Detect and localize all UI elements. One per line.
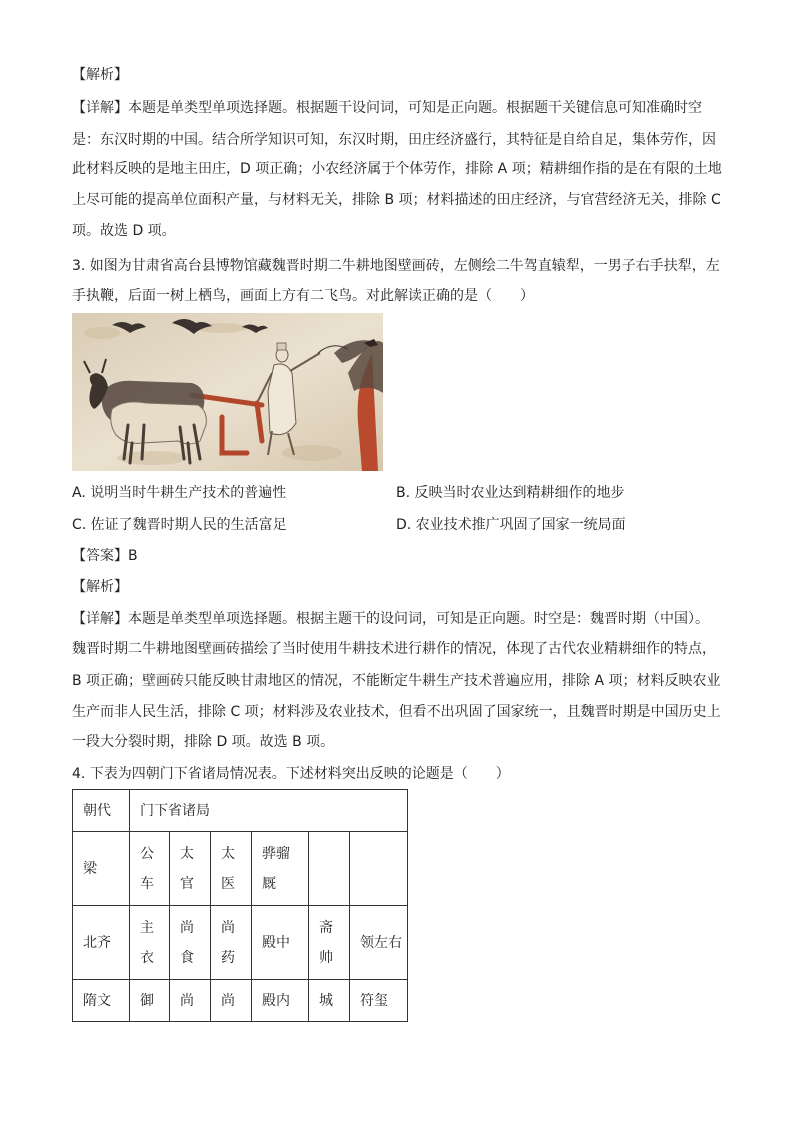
- table-row: [73, 980, 408, 1022]
- table-cell: 殿内: [252, 980, 309, 1022]
- xiangjie-1-line-3: 此材料反映的是地主田庄，D 项正确；小农经济属于个体劳作，排除 A 项；精耕细作指的是在有限的土地: [72, 161, 722, 177]
- xiangjie-1-line-5: 项。故选 D 项。: [72, 223, 176, 239]
- table-row: [73, 832, 408, 906]
- option-a: A. 说明当时牛耕生产技术的普遍性: [72, 485, 287, 501]
- table-cell: 斋 帅: [309, 906, 350, 980]
- ox-ploughing-mural-image: [72, 313, 383, 471]
- xiangjie-3-line-4: 生产而非人民生活，排除 C 项；材料涉及农业技术，但看不出巩固了国家统一，且魏晋时期是中国历史上: [72, 704, 721, 720]
- dynasty-cell: 梁: [73, 832, 130, 906]
- option-b: B. 反映当时农业达到精耕细作的地步: [396, 485, 625, 501]
- question-3-stem-line-2: 手执鞭，后面一树上栖鸟，画面上方有二飞鸟。对此解读正确的是（ ）: [72, 288, 534, 304]
- table-cell: 城: [309, 980, 350, 1022]
- table-cell: 太 官: [170, 832, 211, 906]
- table-cell: 主 衣: [130, 906, 170, 980]
- answer-label: 【答案】B: [72, 548, 138, 564]
- table-row: [73, 906, 408, 980]
- jiexi-tag-1: 【解析】: [72, 67, 128, 83]
- table-header-row: [73, 790, 408, 832]
- table-cell: 尚: [170, 980, 211, 1022]
- xiangjie-3-line-2: 魏晋时期二牛耕地图壁画砖描绘了当时使用牛耕技术进行耕作的情况，体现了古代农业精耕细作的特点，: [72, 641, 716, 657]
- question-3-stem-line-1: 3. 如图为甘肃省高台县博物馆藏魏晋时期二牛耕地图壁画砖，左侧绘二牛驾直辕犁，一男子右手扶犁，左: [72, 258, 720, 274]
- option-d: D. 农业技术推广巩固了国家一统局面: [396, 517, 626, 533]
- table-cell: 符玺: [350, 980, 408, 1022]
- table-cell: 尚 食: [170, 906, 211, 980]
- xiangjie-3-line-1: 【详解】本题是单类型单项选择题。根据主题干的设问词，可知是正向题。时空是：魏晋时期（中国）。: [72, 611, 709, 627]
- jiexi-tag-3: 【解析】: [72, 579, 128, 595]
- table-cell: 尚 药: [211, 906, 252, 980]
- xiangjie-1-line-4: 上尽可能的提高单位面积产量，与材料无关，排除 B 项；材料描述的田庄经济，与官营经济无关，排除 C: [72, 192, 721, 208]
- table-cell: 尚: [211, 980, 252, 1022]
- table-cell: 骅骝 厩: [252, 832, 309, 906]
- table-cell: 领左右: [350, 906, 408, 980]
- menxia-sheng-table: [72, 789, 408, 1022]
- table-cell: [350, 832, 408, 906]
- question-4-stem: 4. 下表为四朝门下省诸局情况表。下述材料突出反映的论题是（ ）: [72, 766, 510, 782]
- dynasty-cell: 隋文: [73, 980, 130, 1022]
- dynasty-cell: 北齐: [73, 906, 130, 980]
- option-c: C. 佐证了魏晋时期人民的生活富足: [72, 517, 287, 533]
- table-cell: 御: [130, 980, 170, 1022]
- table-cell: 公 车: [130, 832, 170, 906]
- xiangjie-1-line-1: 【详解】本题是单类型单项选择题。根据题干设问词，可知是正向题。根据题干关键信息可知准确时空: [72, 100, 702, 116]
- xiangjie-3-line-5: 一段大分裂时期，排除 D 项。故选 B 项。: [72, 734, 335, 750]
- table-cell: 殿中: [252, 906, 309, 980]
- header-bureaus: 门下省诸局: [130, 790, 408, 832]
- table-cell: [309, 832, 350, 906]
- xiangjie-1-line-2: 是：东汉时期的中国。结合所学知识可知，东汉时期，田庄经济盛行，其特征是自给自足，集体劳作，因: [72, 132, 716, 148]
- xiangjie-3-line-3: B 项正确；壁画砖只能反映甘肃地区的情况，不能断定牛耕生产技术普遍应用，排除 A 项；材料反映农业: [72, 673, 721, 689]
- header-dynasty: 朝代: [73, 790, 130, 832]
- table-cell: 太 医: [211, 832, 252, 906]
